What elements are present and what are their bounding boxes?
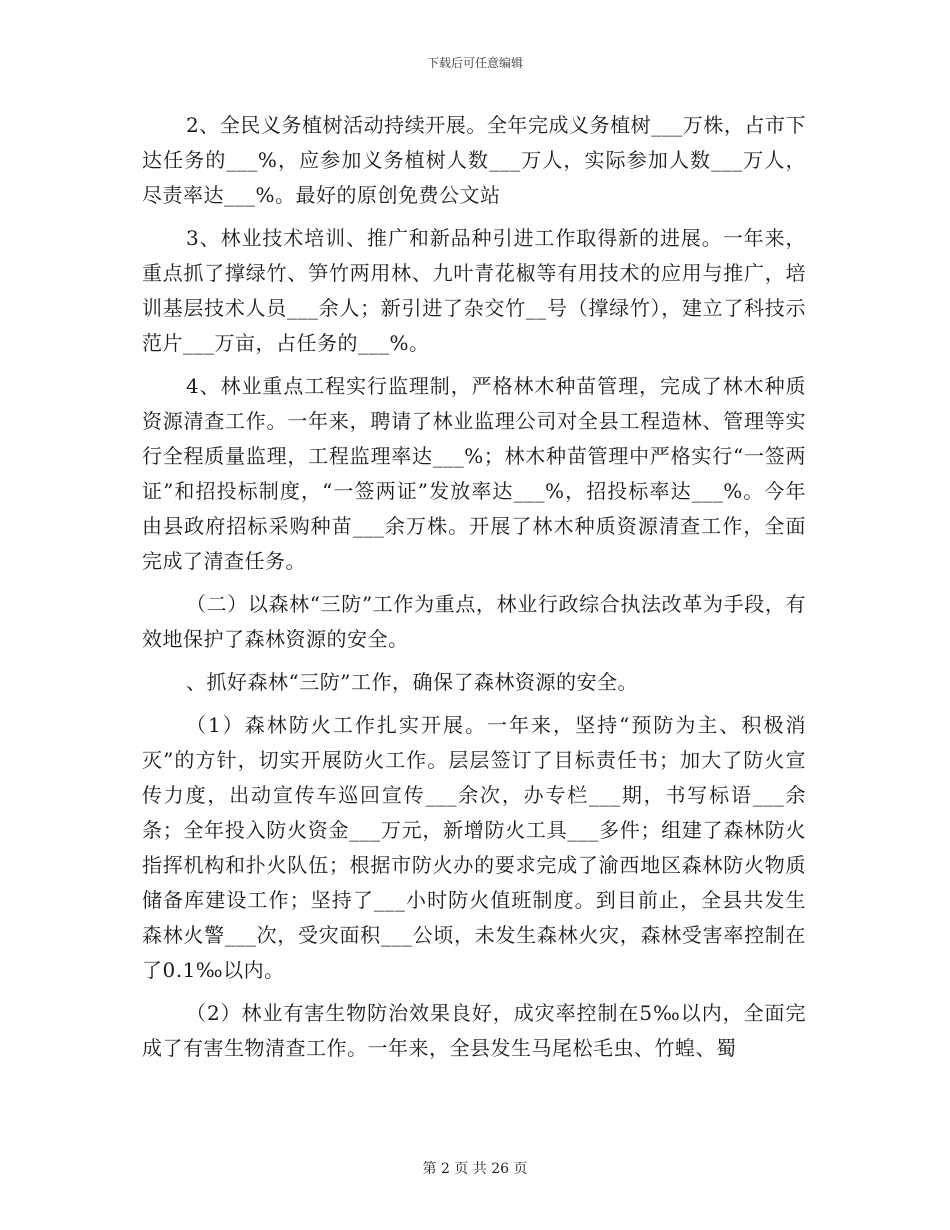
paragraph-6: （1）森林防火工作扎实开展。一年来，坚持“预防为主、积极消灭”的方针，切实开展防火工作。层层签订了目标责任书；加大了防火宣传力度，出动宣传车巡回宣传___余次，办专栏___期，书写标语___余条；全年投入防火资金___万元，新增防火工具___多件；组建了森林防火指挥机构和扑火队伍；根据市防火办的要求完成了渝西地区森林防火物质储备库建设工作；坚持了___小时防火值班制度。到目前止，全县共发生森林火警___次，受灾面积___公顷，未发生森林火灾，森林受害率控制在了0.1‰以内。 xyxy=(142,713,806,982)
paragraph-5: 、抓好森林“三防”工作，确保了森林资源的安全。 xyxy=(186,670,638,694)
document-body xyxy=(142,108,806,1074)
paragraph-7: （2）林业有害生物防治效果良好，成灾率控制在5‰以内，全面完成了有害生物清查工作。一年来，全县发生马尾松毛虫、竹蝗、蜀 xyxy=(142,1001,806,1060)
paragraph-1: 2、全民义务植树活动持续开展。全年完成义务植树___万株，占市下达任务的___%，应参加义务植树人数___万人，实际参加人数___万人，尽责率达___%。最好的原创免费公文站 xyxy=(142,113,806,207)
paragraph-3: 4、林业重点工程实行监理制，严格林木种苗管理，完成了林木种质资源清查工作。一年来，聘请了林业监理公司对全县工程造林、管理等实行全程质量监理，工程监理率达___%；林木种苗管理中严格实行“一签两证”和招投标制度，“一签两证”发放率达___%，招投标率达___%。今年由县政府招标采购种苗___余万株。开展了林木种质资源清查工作，全面完成了清查任务。 xyxy=(142,374,806,573)
paragraph-2: 3、林业技术培训、推广和新品种引进工作取得新的进展。一年来，重点抓了撑绿竹、笋竹两用林、九叶青花椒等有用技术的应用与推广，培训基层技术人员___余人；新引进了杂交竹__号（撑绿竹），建立了科技示范片___万亩，占任务的___%。 xyxy=(142,226,806,355)
paragraph-4: （二）以森林“三防”工作为重点，林业行政综合执法改革为手段，有效地保护了森林资源的安全。 xyxy=(142,592,806,651)
page-header: 下载后可任意编辑 xyxy=(426,56,523,70)
page-footer: 第 2 页 共 26 页 xyxy=(422,1161,528,1177)
